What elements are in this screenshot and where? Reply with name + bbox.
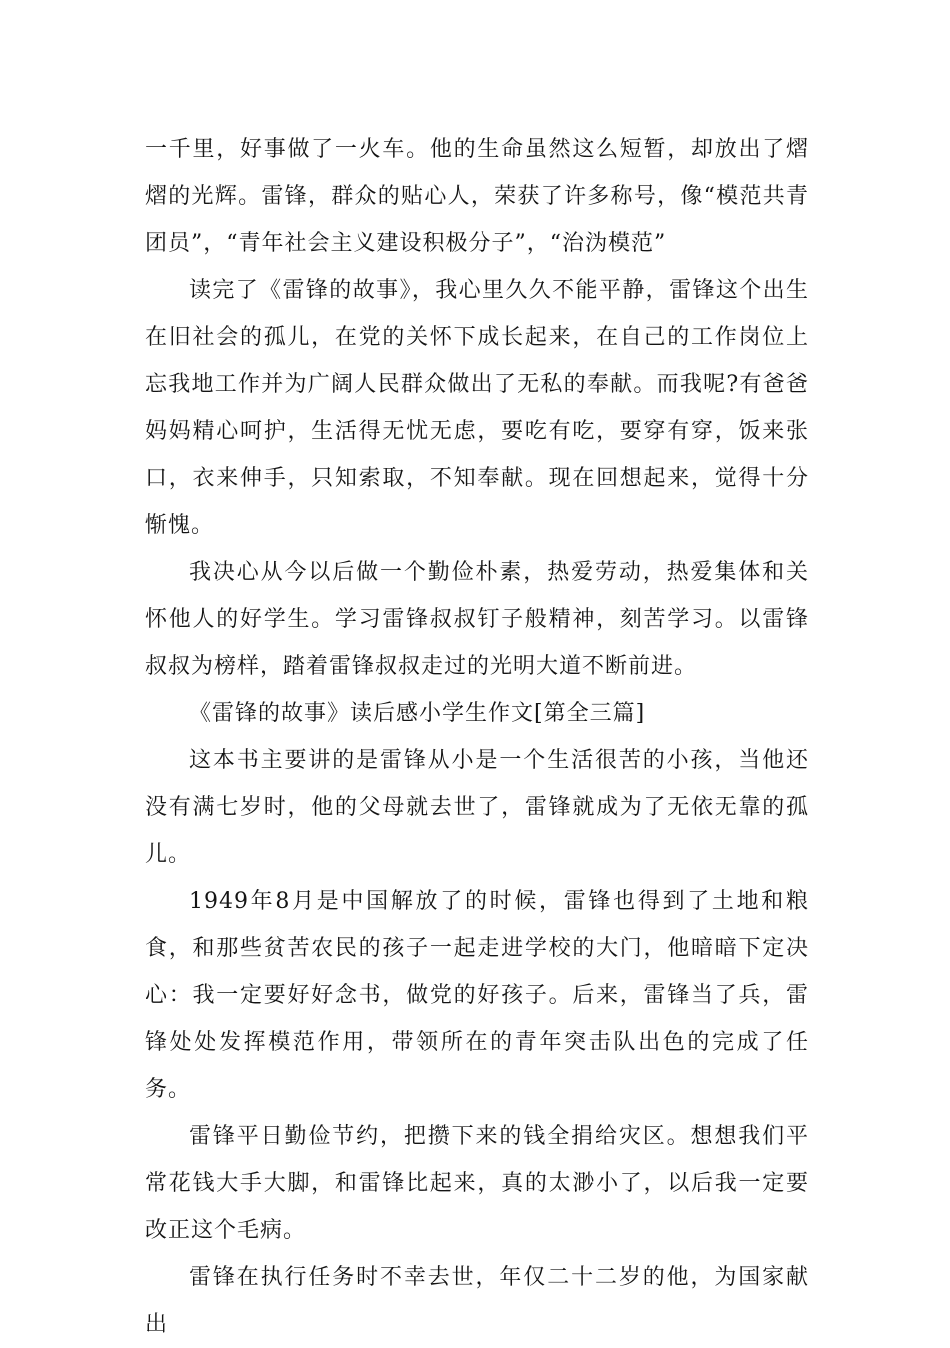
document-body [145,126,809,1348]
paragraph-5: 1949年8月是中国解放了的时候，雷锋也得到了土地和粮食，和那些贫苦农民的孩子一起走进学校的大门，他暗暗下定决心：我一定要好好念书，做党的好孩子。后来，雷锋当了兵，雷锋处处发挥模范作用，带领所在的青年突击队出色的完成了任务。 [145,889,809,1102]
paragraph-7: 雷锋在执行任务时不幸去世，年仅二十二岁的他，为国家献出 [145,1265,809,1337]
paragraph-1: 一千里，好事做了一火车。他的生命虽然这么短暂，却放出了熠熠的光辉。雷锋，群众的贴心人，荣获了许多称号，像“模范共青团员”，“青年社会主义建设积极分子”，“治沩模范” [145,137,809,256]
paragraph-2: 读完了《雷锋的故事》，我心里久久不能平静，雷锋这个出生在旧社会的孤儿，在党的关怀下成长起来，在自己的工作岗位上忘我地工作并为广阔人民群众做出了无私的奉献。而我呢?有爸爸妈妈精心呵护，生活得无忧无虑，要吃有吃，要穿有穿，饭来张口，衣来伸手，只知索取，不知奉献。现在回想起来，觉得十分惭愧。 [145,278,809,538]
paragraph-3: 我决心从今以后做一个勤俭朴素，热爱劳动，热爱集体和关怀他人的好学生。学习雷锋叔叔钉子般精神，刻苦学习。以雷锋叔叔为榜样，踏着雷锋叔叔走过的光明大道不断前进。 [145,560,809,679]
paragraph-4: 这本书主要讲的是雷锋从小是一个生活很苦的小孩，当他还没有满七岁时，他的父母就去世了，雷锋就成为了无依无靠的孤儿。 [145,748,809,867]
section-title: 《雷锋的故事》读后感小学生作文[第全三篇] [189,701,646,726]
paragraph-6: 雷锋平日勤俭节约，把攒下来的钱全捐给灾区。想想我们平常花钱大手大脚，和雷锋比起来，真的太渺小了，以后我一定要改正这个毛病。 [145,1124,809,1243]
